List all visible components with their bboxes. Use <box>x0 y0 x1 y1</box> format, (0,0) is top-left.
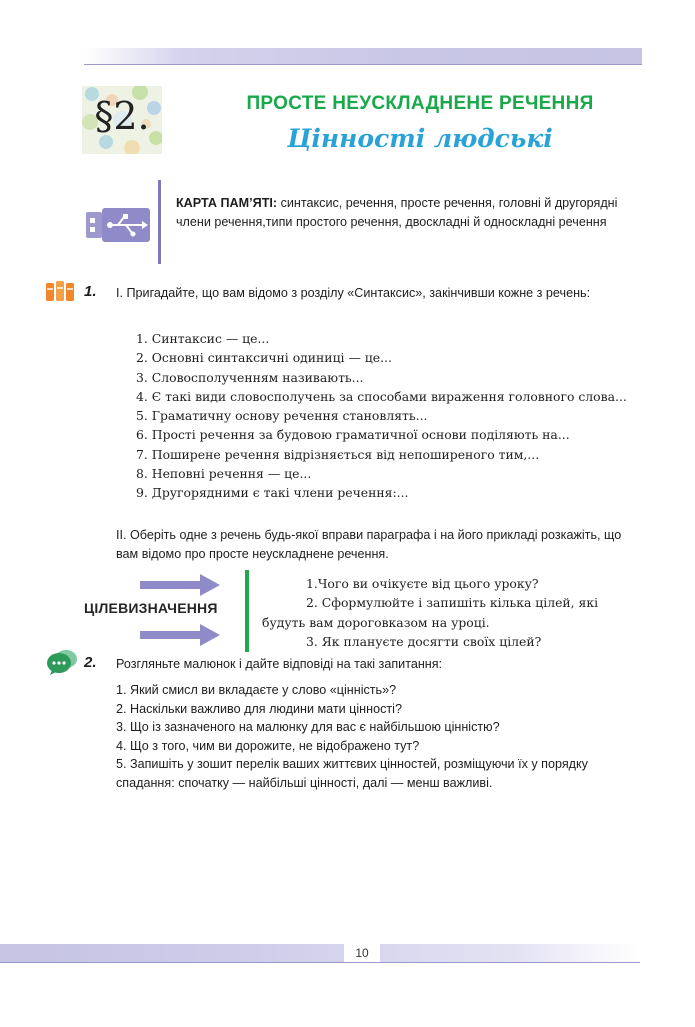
goal-item: 1.Чого ви очікуєте від цього уроку? <box>306 576 539 591</box>
page-subtitle: Цінності людські <box>287 124 553 153</box>
exercise-2-question: 1. Який смисл ви вкладаєте у слово «цінність»? <box>116 683 397 697</box>
exercise-1-item: 4. Є такі види словосполучень за способами вираження головного слова... <box>136 388 627 404</box>
paragraph-number: §2. <box>94 94 150 138</box>
paragraph-badge <box>82 86 162 154</box>
exercise-2-question: 2. Наскільки важливо для людини мати цінності? <box>116 701 402 716</box>
exercise-1-number: 1. <box>84 283 97 300</box>
exercise-1-list <box>116 329 644 503</box>
exercise-2-number: 2. <box>84 654 97 671</box>
goal-item: 2. Сформулюйте і запишіть кілька цілей, які будуть вам дороговказом на уроці. <box>262 595 599 630</box>
memory-card-label: КАРТА ПАМ’ЯТІ: <box>176 196 278 210</box>
exercise-2-intro: Розгляньте малюнок і дайте відповіді на такі запитання: <box>116 657 443 671</box>
books-icon <box>46 281 76 303</box>
exercise-1-item: 9. Другорядними є такі члени речення:... <box>136 485 409 501</box>
memory-card <box>176 194 644 231</box>
footer-divider <box>0 962 640 963</box>
exercise-1-item: 8. Неповні речення — це... <box>136 466 312 482</box>
exercise-1-item: 6. Прості речення за будовою граматичної основи поділяють на... <box>136 427 570 443</box>
exercise-2-question: 3. Що із зазначеного на малюнку для вас є найбільшою цінністю? <box>116 720 500 734</box>
exercise-1-item: 3. Словосполученням називають... <box>136 369 364 385</box>
goal-item: 3. Як плануєте досягти своїх цілей? <box>306 633 542 649</box>
header-divider <box>84 64 642 65</box>
goal-setting-divider <box>245 570 249 652</box>
exercise-1-item: 1. Синтаксис — це... <box>136 331 270 346</box>
exercise-2-question: 4. Що з того, чим ви дорожите, не відображено тут? <box>116 738 420 753</box>
arrow-right-icon <box>140 624 222 646</box>
exercise-1-item: 7. Поширене речення відрізняється від непоширеного тим,... <box>136 446 540 462</box>
exercise-2-question: 5. Запишіть у зошит перелік ваших життєвих цінностей, розміщуючи їх у порядку спадання: спочатку — найбільші цінності, далі — менш важливі. <box>116 757 588 790</box>
exercise-1-intro: І. Пригадайте, що вам відомо з розділу «Синтаксис», закінчивши кожне з речень: <box>116 286 591 300</box>
memory-card-text: синтаксис, речення, просте речення, головні й другорядні члени речення,типи простого речення, двоскладні й односкладні речення <box>176 196 618 229</box>
usb-icon <box>86 208 150 242</box>
page-title: ПРОСТЕ НЕУСКЛАДНЕНЕ РЕЧЕННЯ <box>246 93 594 114</box>
chat-bubbles-icon <box>46 649 78 675</box>
arrow-right-icon <box>140 574 222 596</box>
exercise-1-item: 2. Основні синтаксичні одиниці — це... <box>136 350 392 366</box>
exercise-1-part2: ІІ. Оберіть одне з речень будь-якої вправи параграфа і на його прикладі розкажіть, що вам відомо про просте неускладнене речення. <box>116 528 622 561</box>
footer-decor-bar <box>0 944 640 962</box>
goal-setting-list <box>262 574 644 651</box>
header-decor-bar <box>84 48 642 64</box>
page-number: 10 <box>344 944 380 962</box>
memory-card-divider <box>158 180 161 264</box>
exercise-1-item: 5. Граматичну основу речення становлять... <box>136 408 428 424</box>
exercise-2-questions <box>116 681 644 792</box>
goal-setting-label: ЦІЛЕВИЗНАЧЕННЯ <box>84 600 218 616</box>
